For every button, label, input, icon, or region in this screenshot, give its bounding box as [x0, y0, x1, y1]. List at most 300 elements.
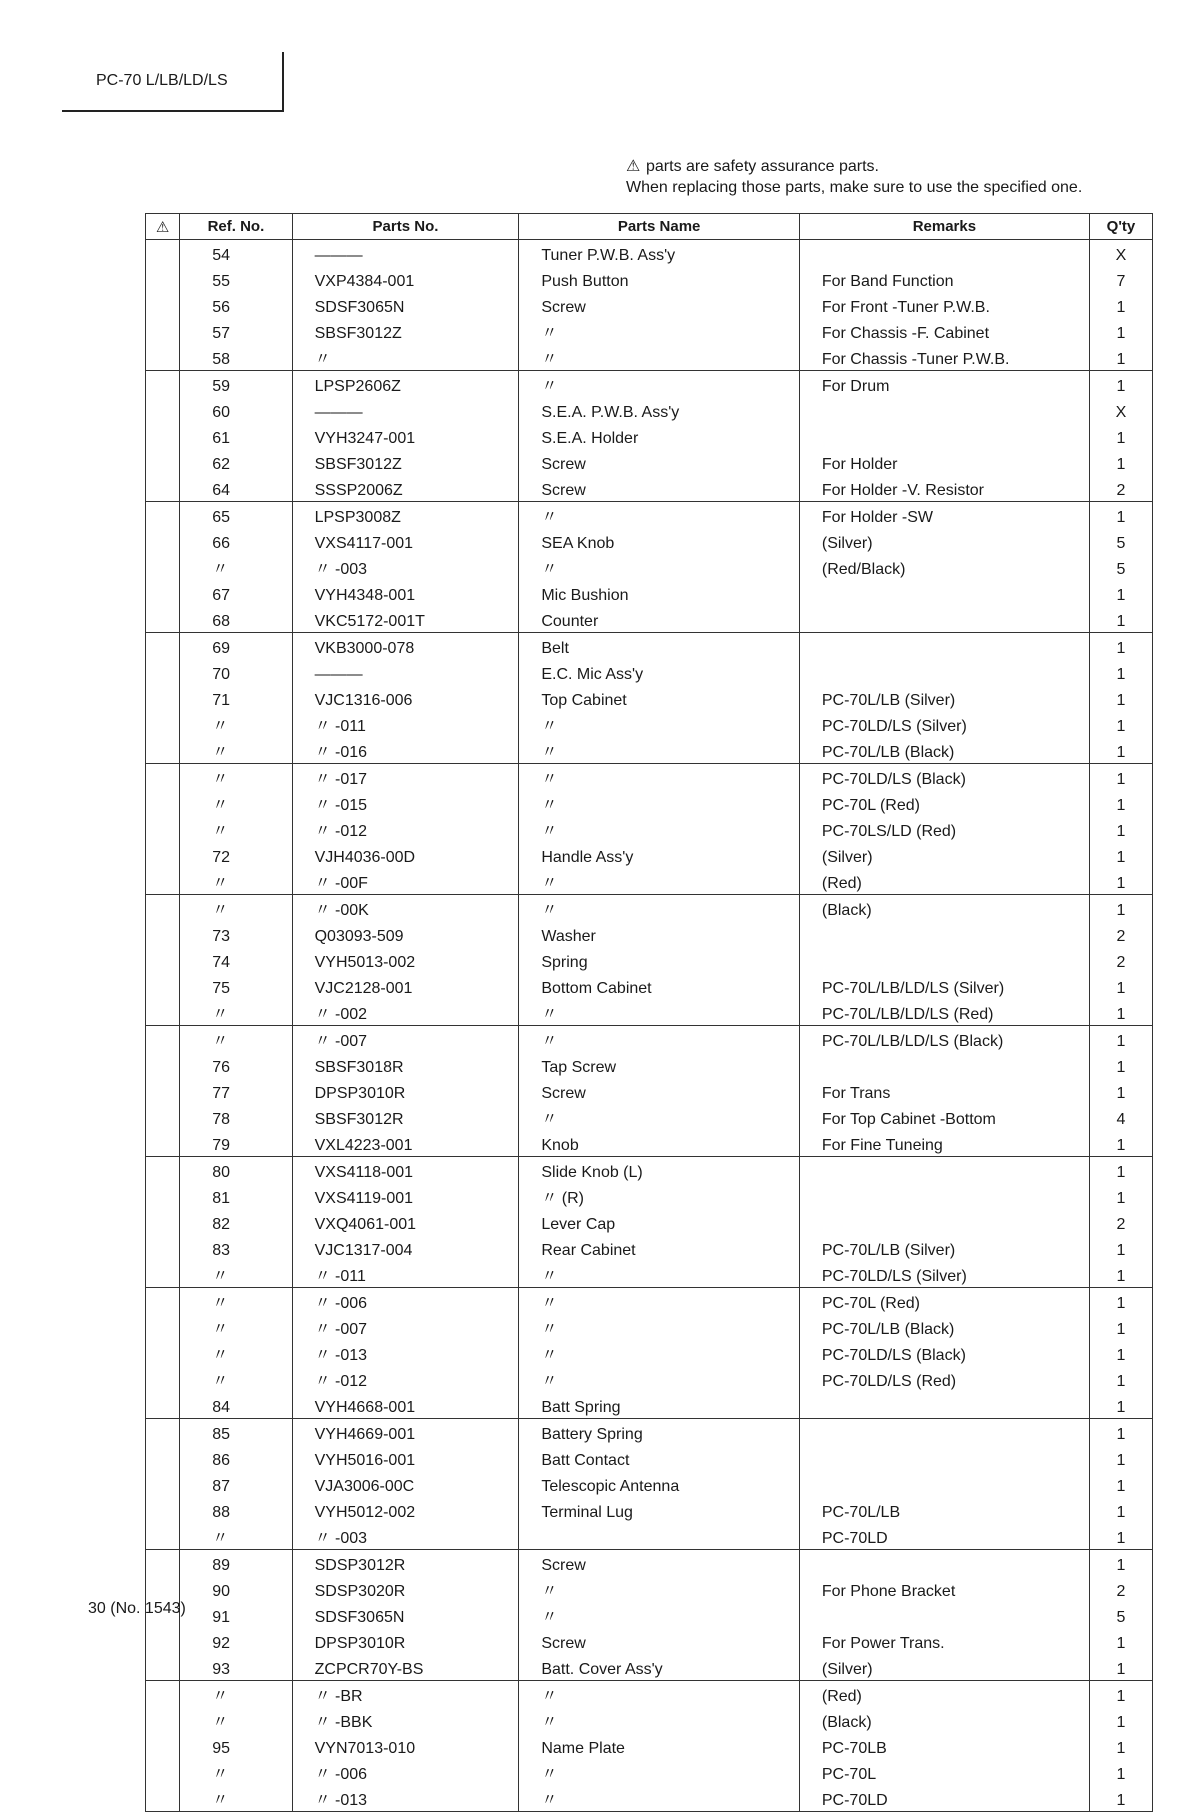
- safety-cell: [146, 764, 180, 895]
- remarks-cell: PC-70L/LB/LD/LS (Red): [821, 1006, 994, 1023]
- ref-cell: 〃: [212, 1033, 229, 1050]
- ref-cell: 〃: [212, 718, 229, 735]
- part-cell: 〃 -00F: [314, 875, 368, 892]
- name-cell: Bottom Cabinet: [541, 980, 652, 997]
- part-cell: SSSP2006Z: [314, 482, 403, 499]
- qty-cell: 1: [1116, 1190, 1126, 1207]
- name-cell: 〃: [541, 1766, 558, 1783]
- table-row-group: [146, 1681, 1153, 1812]
- part-cell: SBSF3018R: [314, 1059, 404, 1076]
- qty-cell: 1: [1116, 1530, 1126, 1547]
- remarks-cell: (Black): [821, 902, 872, 919]
- name-cell: Handle Ass'y: [541, 849, 634, 866]
- ref-cell: 80: [212, 1164, 231, 1181]
- ref-cell: 62: [212, 456, 231, 473]
- part-cell-column: [292, 1550, 519, 1681]
- name-cell: 〃: [541, 1268, 558, 1285]
- name-cell: Spring: [541, 954, 588, 971]
- parts-table: [145, 213, 1153, 1812]
- ref-cell-column: [180, 764, 292, 895]
- qty-cell: 1: [1116, 1504, 1126, 1521]
- part-cell: 〃 -011: [314, 718, 366, 735]
- remarks-cell: [822, 397, 1089, 423]
- name-cell: 〃: [541, 1583, 558, 1600]
- remarks-cell: [822, 1550, 1089, 1576]
- ref-cell-column: [180, 502, 292, 633]
- remarks-cell: [822, 1602, 1089, 1628]
- remarks-cell: (Silver): [821, 1661, 873, 1678]
- part-cell: 〃 -011: [314, 1268, 366, 1285]
- table-row-group: [146, 1419, 1153, 1550]
- qty-cell-column: [1089, 895, 1152, 1026]
- ref-cell: 57: [212, 325, 231, 342]
- part-cell: VYH4348-001: [314, 587, 416, 604]
- qty-cell: 1: [1116, 1006, 1126, 1023]
- remarks-cell-column: [799, 1419, 1089, 1550]
- part-cell: 〃 -BR: [314, 1688, 363, 1705]
- part-cell: 〃: [314, 351, 331, 368]
- qty-cell: 5: [1116, 1609, 1126, 1626]
- name-cell: 〃: [541, 797, 558, 814]
- part-cell: VJC1316-006: [314, 692, 413, 709]
- ref-cell: 92: [212, 1635, 231, 1652]
- part-cell: SBSF3012Z: [314, 325, 402, 342]
- remarks-cell: [822, 240, 1089, 266]
- ref-cell: 56: [212, 299, 231, 316]
- name-cell: 〃: [541, 561, 558, 578]
- remarks-cell: PC-70L/LB (Silver): [821, 692, 956, 709]
- qty-cell: 1: [1116, 1085, 1126, 1102]
- part-cell: SDSF3065N: [314, 1609, 405, 1626]
- qty-cell: 1: [1116, 1321, 1126, 1338]
- qty-cell: 5: [1116, 535, 1126, 552]
- safety-column-header-icon: ⚠: [146, 214, 180, 240]
- qty-cell: 1: [1116, 456, 1126, 473]
- part-cell-column: [292, 1157, 519, 1288]
- name-cell: Mic Bushion: [541, 587, 629, 604]
- remarks-cell: PC-70LD: [821, 1530, 888, 1547]
- name-cell: 〃: [541, 1609, 558, 1626]
- remarks-cell: For Holder: [821, 456, 898, 473]
- safety-cell: [146, 1026, 180, 1157]
- part-cell: VXS4118-001: [314, 1164, 414, 1181]
- safety-cell: [146, 1419, 180, 1550]
- qty-cell-column: [1089, 1157, 1152, 1288]
- ref-cell: 95: [212, 1740, 231, 1757]
- ref-cell-column: [180, 633, 292, 764]
- qty-cell-column: [1089, 764, 1152, 895]
- name-cell: Batt Spring: [541, 1399, 621, 1416]
- remarks-cell: PC-70LS/LD (Red): [821, 823, 957, 840]
- qty-cell-column: [1089, 1550, 1152, 1681]
- name-cell-column: [519, 895, 800, 1026]
- name-cell: 〃: [541, 1033, 558, 1050]
- qty-cell-column: [1089, 633, 1152, 764]
- remarks-cell: PC-70L/LB/LD/LS (Black): [821, 1033, 1004, 1050]
- header-box: [62, 52, 284, 112]
- name-cell: 〃: [541, 1347, 558, 1364]
- ref-cell: 54: [212, 247, 231, 264]
- qty-cell: 1: [1116, 1792, 1126, 1809]
- ref-cell: 〃: [212, 1792, 229, 1809]
- safety-cell: [146, 502, 180, 633]
- name-cell: S.E.A. Holder: [541, 430, 639, 447]
- qty-cell: 1: [1116, 1164, 1126, 1181]
- part-cell: 〃 -013: [314, 1792, 368, 1809]
- qty-cell: 1: [1116, 849, 1126, 866]
- part-cell: DPSP3010R: [314, 1085, 406, 1102]
- part-cell-column: [292, 502, 519, 633]
- remarks-cell: [822, 606, 1089, 632]
- ref-cell: 67: [212, 587, 231, 604]
- remarks-cell: [822, 1419, 1089, 1445]
- name-cell: 〃: [541, 771, 558, 788]
- remarks-cell: PC-70L/LB (Silver): [821, 1242, 956, 1259]
- name-cell-column: [519, 371, 800, 502]
- name-cell: 〃: [541, 351, 558, 368]
- ref-cell: 86: [212, 1452, 231, 1469]
- part-cell-column: [292, 1419, 519, 1550]
- name-cell: 〃: [541, 1321, 558, 1338]
- ref-cell: 82: [212, 1216, 231, 1233]
- qty-cell-column: [1089, 1419, 1152, 1550]
- qty-cell: 1: [1116, 378, 1126, 395]
- part-cell: VXP4384-001: [314, 273, 415, 290]
- qty-cell: 1: [1116, 666, 1126, 683]
- part-cell: 〃 -00K: [314, 902, 369, 919]
- qty-cell: 1: [1116, 823, 1126, 840]
- qty-cell: 1: [1116, 587, 1126, 604]
- ref-cell: 91: [212, 1609, 231, 1626]
- part-cell: VYH5012-002: [314, 1504, 416, 1521]
- remarks-cell: For Fine Tuneing: [821, 1137, 943, 1154]
- remarks-cell: (Silver): [821, 535, 873, 552]
- name-cell: Belt: [541, 640, 569, 657]
- qty-cell: 1: [1116, 1399, 1126, 1416]
- part-cell: SBSF3012R: [314, 1111, 404, 1128]
- remarks-cell-column: [799, 1026, 1089, 1157]
- remarks-cell: [822, 423, 1089, 449]
- warning-icon: ⚠: [626, 158, 641, 175]
- part-cell: SDSP3020R: [314, 1583, 406, 1600]
- note-line-2: When replacing those parts, make sure to use the specified one.: [626, 179, 1083, 196]
- safety-cell: [146, 895, 180, 1026]
- part-cell: VYH3247-001: [314, 430, 416, 447]
- remarks-cell: PC-70LD: [821, 1792, 888, 1809]
- part-cell: SDSP3012R: [314, 1557, 406, 1574]
- ref-cell-column: [180, 1157, 292, 1288]
- part-cell: VXL4223-001: [314, 1137, 413, 1154]
- part-cell: 〃 -017: [314, 771, 368, 788]
- name-cell: 〃: [541, 744, 558, 761]
- qty-cell: 1: [1116, 1347, 1126, 1364]
- name-cell: E.C. Mic Ass'y: [541, 666, 644, 683]
- part-cell: VKB3000-078: [314, 640, 415, 657]
- name-column-header: Parts Name: [519, 214, 800, 240]
- qty-cell: 2: [1116, 1216, 1126, 1233]
- remarks-cell: For Drum: [821, 378, 890, 395]
- ref-cell-column: [180, 240, 292, 371]
- remarks-cell: PC-70LD/LS (Black): [821, 1347, 966, 1364]
- remarks-column-header: Remarks: [799, 214, 1089, 240]
- qty-cell: 1: [1116, 640, 1126, 657]
- remarks-cell: [822, 1209, 1089, 1235]
- name-cell: Battery Spring: [541, 1426, 643, 1443]
- name-cell: Batt Contact: [541, 1452, 630, 1469]
- ref-cell: 〃: [212, 797, 229, 814]
- remarks-cell-column: [799, 1550, 1089, 1681]
- remarks-cell: PC-70L/LB (Black): [821, 744, 955, 761]
- name-cell: 〃: [541, 875, 558, 892]
- name-cell: 〃: [541, 823, 558, 840]
- part-cell: SBSF3012Z: [314, 456, 402, 473]
- remarks-cell-column: [799, 502, 1089, 633]
- qty-cell: 1: [1116, 1242, 1126, 1259]
- part-cell: VYH5016-001: [314, 1452, 416, 1469]
- ref-cell: 85: [212, 1426, 231, 1443]
- ref-cell: 〃: [212, 1268, 229, 1285]
- ref-cell: 76: [212, 1059, 231, 1076]
- part-cell: 〃 -003: [314, 1530, 368, 1547]
- qty-cell: 1: [1116, 1635, 1126, 1652]
- safety-cell: [146, 1681, 180, 1812]
- remarks-cell: For Chassis -F. Cabinet: [821, 325, 990, 342]
- qty-cell: 1: [1116, 1557, 1126, 1574]
- name-cell: Lever Cap: [541, 1216, 616, 1233]
- remarks-cell: PC-70L/LB (Black): [821, 1321, 955, 1338]
- remarks-cell-column: [799, 895, 1089, 1026]
- page-number: 30 (No. 1543): [88, 1600, 186, 1617]
- ref-cell: 88: [212, 1504, 231, 1521]
- part-cell: VJH4036-00D: [314, 849, 416, 866]
- ref-cell: 74: [212, 954, 231, 971]
- part-cell: 〃 -006: [314, 1766, 368, 1783]
- qty-cell: 1: [1116, 1714, 1126, 1731]
- name-cell: Slide Knob (L): [541, 1164, 643, 1181]
- name-cell: 〃: [541, 1111, 558, 1128]
- name-cell: Knob: [541, 1137, 579, 1154]
- ref-cell: 〃: [212, 1347, 229, 1364]
- part-cell-column: [292, 240, 519, 371]
- table-row-group: [146, 633, 1153, 764]
- safety-cell: [146, 633, 180, 764]
- name-cell: 〃: [541, 378, 558, 395]
- qty-cell: 1: [1116, 430, 1126, 447]
- qty-cell: 1: [1116, 1766, 1126, 1783]
- ref-cell: 〃: [212, 902, 229, 919]
- part-cell-column: [292, 371, 519, 502]
- name-cell: Rear Cabinet: [541, 1242, 636, 1259]
- name-cell: Push Button: [541, 273, 629, 290]
- ref-cell: 93: [212, 1661, 231, 1678]
- qty-cell: 1: [1116, 875, 1126, 892]
- name-cell: Screw: [541, 299, 586, 316]
- part-cell: 〃 -006: [314, 1295, 368, 1312]
- remarks-cell: [822, 947, 1089, 973]
- remarks-cell: [822, 1392, 1089, 1418]
- remarks-cell: [822, 1445, 1089, 1471]
- part-cell-column: [292, 895, 519, 1026]
- safety-note: [626, 156, 1082, 198]
- part-cell-column: [292, 1681, 519, 1812]
- part-column-header: Parts No.: [292, 214, 519, 240]
- ref-cell-column: [180, 1419, 292, 1550]
- safety-cell: [146, 1288, 180, 1419]
- table-row-group: [146, 895, 1153, 1026]
- name-cell: Counter: [541, 613, 599, 630]
- remarks-cell-column: [799, 633, 1089, 764]
- ref-cell: 89: [212, 1557, 231, 1574]
- part-cell-column: [292, 1026, 519, 1157]
- name-cell: Top Cabinet: [541, 692, 627, 709]
- part-cell: 〃 -012: [314, 823, 368, 840]
- remarks-cell: For Top Cabinet -Bottom: [821, 1111, 996, 1128]
- part-cell: ZCPCR70Y-BS: [314, 1661, 424, 1678]
- part-cell: 〃 -016: [314, 744, 368, 761]
- remarks-cell: (Silver): [821, 849, 873, 866]
- remarks-cell: (Red/Black): [821, 561, 906, 578]
- ref-cell-column: [180, 1681, 292, 1812]
- part-cell: VXS4117-001: [314, 535, 414, 552]
- remarks-cell-column: [799, 240, 1089, 371]
- name-cell: Terminal Lug: [541, 1504, 633, 1521]
- qty-cell: 1: [1116, 797, 1126, 814]
- ref-cell: 〃: [212, 561, 229, 578]
- qty-cell-column: [1089, 1026, 1152, 1157]
- name-cell-column: [519, 633, 800, 764]
- name-cell: 〃: [541, 509, 558, 526]
- part-cell: 〃 -BBK: [314, 1714, 373, 1731]
- table-header-row: [146, 214, 1153, 240]
- ref-cell: 81: [212, 1190, 231, 1207]
- remarks-cell: For Chassis -Tuner P.W.B.: [821, 351, 1010, 368]
- remarks-cell-column: [799, 764, 1089, 895]
- name-cell: Screw: [541, 456, 586, 473]
- ref-cell: 60: [212, 404, 231, 421]
- qty-cell: 1: [1116, 692, 1126, 709]
- name-cell: Screw: [541, 1635, 586, 1652]
- part-cell-column: [292, 764, 519, 895]
- ref-cell: 〃: [212, 1530, 229, 1547]
- name-cell: SEA Knob: [541, 535, 615, 552]
- table-row-group: [146, 1026, 1153, 1157]
- name-cell: 〃: [541, 1295, 558, 1312]
- remarks-cell: For Trans: [821, 1085, 891, 1102]
- name-cell: 〃: [541, 1714, 558, 1731]
- remarks-cell: For Holder -V. Resistor: [821, 482, 984, 499]
- ref-cell: 〃: [212, 1714, 229, 1731]
- part-cell: VXQ4061-001: [314, 1216, 417, 1233]
- qty-cell: 1: [1116, 1478, 1126, 1495]
- remarks-cell: [822, 1052, 1089, 1078]
- qty-cell: 5: [1116, 561, 1126, 578]
- part-cell: VYH4669-001: [314, 1426, 416, 1443]
- part-cell: VYH4668-001: [314, 1399, 416, 1416]
- name-cell: Screw: [541, 482, 586, 499]
- name-cell: Telescopic Antenna: [541, 1478, 680, 1495]
- ref-cell-column: [180, 1550, 292, 1681]
- ref-cell: 75: [212, 980, 231, 997]
- part-cell: VKC5172-001T: [314, 613, 425, 630]
- note-line-1: parts are safety assurance parts.: [646, 158, 879, 175]
- part-cell: 〃 -013: [314, 1347, 368, 1364]
- name-cell: 〃: [541, 325, 558, 342]
- name-cell: [541, 1523, 799, 1549]
- table-row-group: [146, 1550, 1153, 1681]
- ref-column-header: Ref. No.: [180, 214, 292, 240]
- ref-cell: 〃: [212, 1766, 229, 1783]
- remarks-cell: For Band Function: [821, 273, 954, 290]
- part-cell: ———: [314, 666, 363, 683]
- qty-cell-column: [1089, 240, 1152, 371]
- ref-cell: 84: [212, 1399, 231, 1416]
- qty-cell: 1: [1116, 1426, 1126, 1443]
- qty-cell: 2: [1116, 928, 1126, 945]
- qty-cell: 2: [1116, 1583, 1126, 1600]
- ref-cell: 〃: [212, 1688, 229, 1705]
- ref-cell-column: [180, 1288, 292, 1419]
- remarks-cell: For Holder -SW: [821, 509, 933, 526]
- part-cell: VJC1317-004: [314, 1242, 413, 1259]
- remarks-cell: PC-70LD/LS (Red): [821, 1373, 957, 1390]
- remarks-cell: [822, 580, 1089, 606]
- part-cell: 〃 -007: [314, 1033, 368, 1050]
- remarks-cell: (Black): [821, 1714, 872, 1731]
- ref-cell: 〃: [212, 1295, 229, 1312]
- part-cell: SDSF3065N: [314, 299, 405, 316]
- ref-cell: 55: [212, 273, 231, 290]
- part-cell-column: [292, 1288, 519, 1419]
- name-cell: Batt. Cover Ass'y: [541, 1661, 663, 1678]
- qty-cell: X: [1115, 404, 1127, 421]
- ref-cell: 66: [212, 535, 231, 552]
- qty-column-header: Q'ty: [1089, 214, 1152, 240]
- name-cell: 〃 (R): [541, 1190, 585, 1207]
- part-cell: ———: [314, 404, 363, 421]
- part-cell: VYH5013-002: [314, 954, 416, 971]
- qty-cell: 1: [1116, 980, 1126, 997]
- remarks-cell: PC-70LD/LS (Silver): [821, 718, 967, 735]
- ref-cell: 90: [212, 1583, 231, 1600]
- ref-cell-column: [180, 895, 292, 1026]
- qty-cell: 1: [1116, 509, 1126, 526]
- part-cell: VJA3006-00C: [314, 1478, 415, 1495]
- ref-cell: 64: [212, 482, 231, 499]
- qty-cell: 1: [1116, 1295, 1126, 1312]
- name-cell: Washer: [541, 928, 596, 945]
- safety-cell: [146, 1157, 180, 1288]
- qty-cell-column: [1089, 502, 1152, 633]
- part-cell: ———: [314, 247, 363, 264]
- qty-cell: 1: [1116, 1740, 1126, 1757]
- part-cell: Q03093-509: [314, 928, 404, 945]
- qty-cell: X: [1115, 247, 1127, 264]
- part-cell: 〃 -003: [314, 561, 368, 578]
- part-cell: 〃 -007: [314, 1321, 368, 1338]
- ref-cell: 77: [212, 1085, 231, 1102]
- ref-cell: 〃: [212, 744, 229, 761]
- ref-cell: 70: [212, 666, 231, 683]
- remarks-cell: PC-70L/LB/LD/LS (Silver): [821, 980, 1005, 997]
- qty-cell: 1: [1116, 1137, 1126, 1154]
- remarks-cell: (Red): [821, 875, 862, 892]
- qty-cell: 1: [1116, 299, 1126, 316]
- name-cell: 〃: [541, 1373, 558, 1390]
- table-row-group: [146, 371, 1153, 502]
- remarks-cell: [822, 1183, 1089, 1209]
- remarks-cell: PC-70L (Red): [821, 1295, 920, 1312]
- name-cell: 〃: [541, 718, 558, 735]
